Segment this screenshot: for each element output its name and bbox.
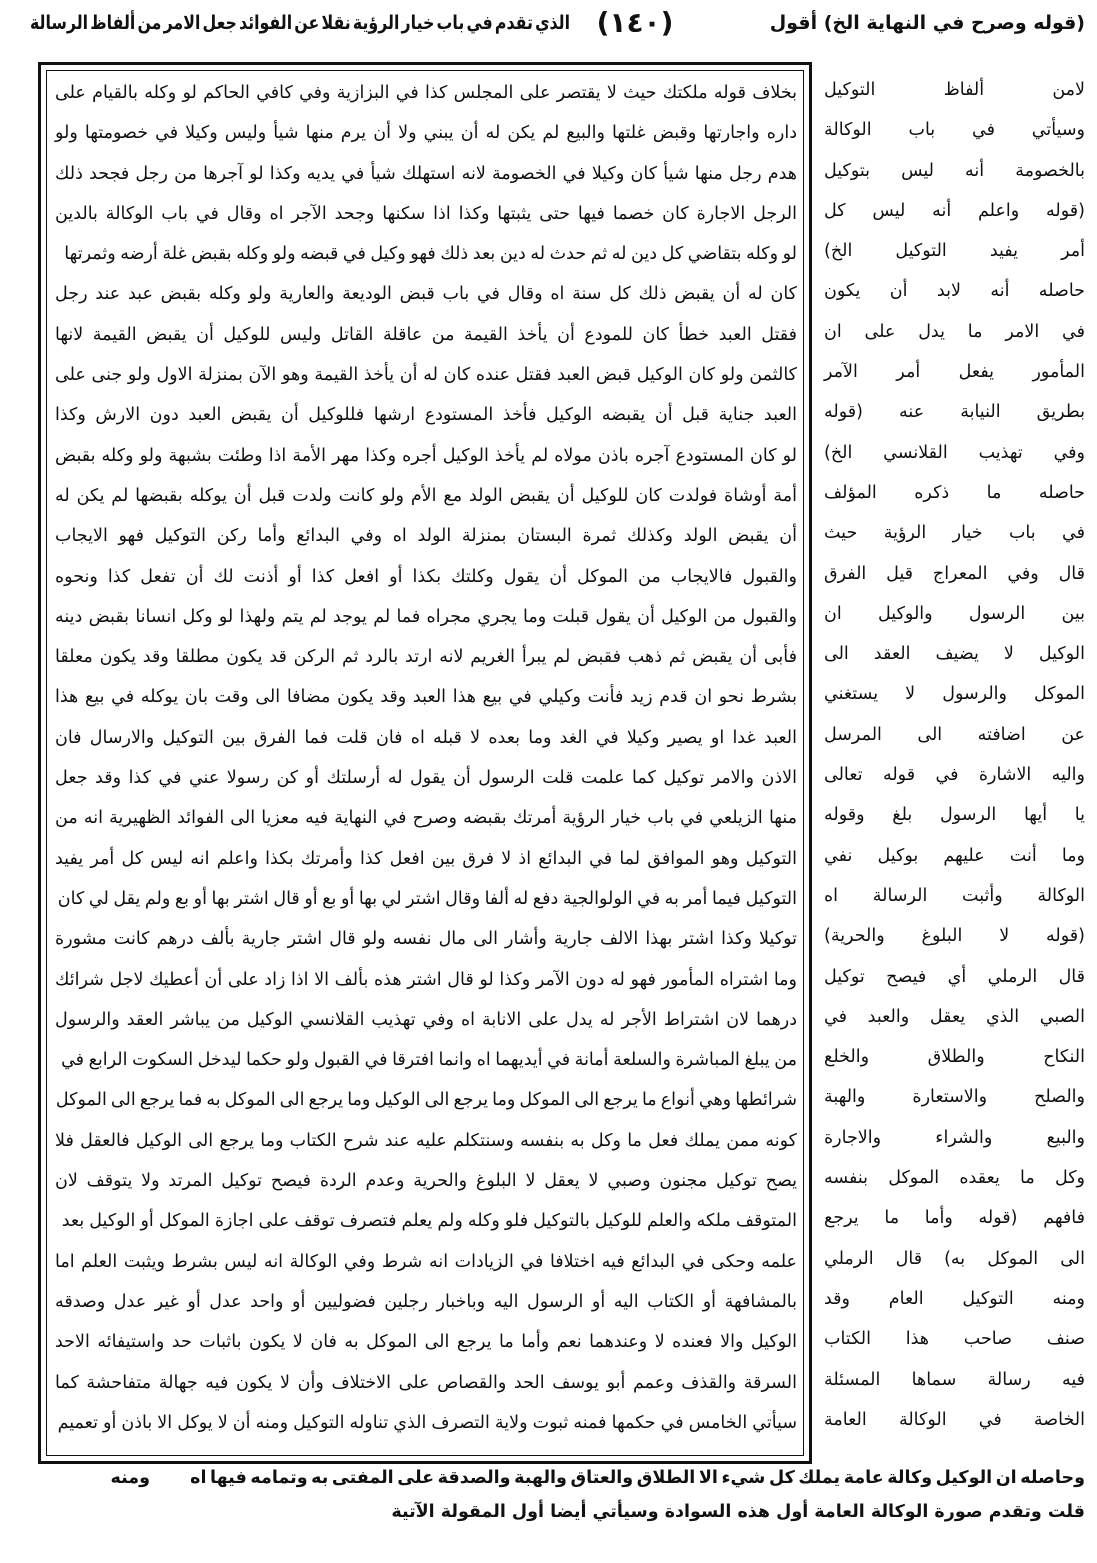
main-text-line: أن يقبض الولد وكذلك ثمرة البستان بمنزلة الولد اه وفي البدائع وأما ركن التوكيل فهو الايجاب [55,526,797,547]
margin-commentary [824,70,1085,1440]
main-text-line: فقتل العبد خطأ كان للمودع أن يأخذ القيمة من عاقلة القاتل وليس للوكيل أن يقبض القيمة لانها [55,324,797,345]
main-text-line: علمه وحكى في البدائع فيه اختلافا في الزيادات انه شرط وفي الوكالة انه ليس بشرط ويثبت العلم اما [55,1251,797,1272]
main-text-line: هدم رجل منها شيأ كان وكيلا في الخصومة لانه استهلك شيأ في يديه وكذا لو آجرها من رجل فجحد ذلك [55,163,797,184]
margin-text-line: النكاح والطلاق والخلع [824,1047,1085,1068]
main-text-frame [38,62,812,1464]
main-text-line: وما اشتراه المأمور فهو له دون الآمر وكذا لو قال اشتر هذه بألف الا اذا زاد على أن أعطيك لاجل شرائك [55,969,797,990]
main-text-line: كان له أن يقبض ذلك كل سنة اه وقال في باب قبض الوديعة والعارية ولو وكله بقبض عبد عند رجل [55,284,797,305]
margin-text-line: الخاصة في الوكالة العامة [824,1409,1085,1430]
margin-text-line: واليه الاشارة في قوله تعالى [824,765,1085,786]
main-text-line: أمة أوشاة فولدت كان للوكيل أن يقبض الولد مع الأم ولو كانت ولدت قبل أن يوكله بقبضها لم يكن له [55,485,797,506]
main-text-line: كونه ممن يملك فعل ما وكل به بنفسه وسنتكلم عليه عند شرح الكتاب وما يرجع الى الوكيل فالعقل فلا [55,1130,797,1151]
margin-text-line: بطريق النيابة عنه (قوله [824,402,1085,423]
main-text-line: داره واجارتها وقبض غلتها والبيع لم يكن له أن يبني ولا أن يرم منها شيأ وليس وكيلا في خصومتها ولو [55,123,797,144]
main-text-line: السرقة والقذف وعمم أبو يوسف الحد والقصاص على الاختلاف وأن لا يكون فيه جهالة متفاحشة كما [55,1372,797,1393]
margin-text-line: الموكل والرسول لا يستغني [824,684,1085,705]
margin-text-line: (قوله لا البلوغ والحرية) [824,926,1085,947]
main-text-line: شرائطها وهي أنواع ما يرجع الى الموكل وما يرجع الى الوكيل وما يرجع الى الموكل به فما يرجع الى الموكل [55,1090,797,1111]
margin-text-line: المأمور يفعل أمر الآمر [824,362,1085,383]
main-text-line: والقبول من الوكيل أن يقول قبلت وما يجري مجراه فما لم يوجد لم يتم ولهذا لو وكل انسانا بقبض دينه [55,606,797,627]
main-text-line: من يبلغ المباشرة والسلعة أمانة في أيديهما اه وانما افترقا في القبول ولو حكما ليدخل السكوت الرابع في [61,1050,797,1071]
footer-text-1: وحاصله ان الوكيل وكالة عامة يملك كل شيء الا الطلاق والعتاق والهبة والصدقة على المفتى به وتمامه فيها اه [190,1468,1085,1488]
main-text-line: الوكيل والا فعنده لا وعندهما نعم وأما ما يرجع الى الموكل به فان لا يكون باثبات حد واستيفائه الاحد [55,1332,797,1353]
margin-text-line: بالخصومة أنه ليس بتوكيل [824,160,1085,181]
margin-text-line: لامن ألفاظ التوكيل [824,80,1085,100]
margin-text-line: (قوله واعلم أنه ليس كل [824,200,1085,221]
margin-text-line: والصلح والاستعارة والهبة [824,1087,1085,1108]
main-text-line: منها الزيلعي في باب خيار الرؤية أمرتك بقبضه وصرح في النهاية فيه معزيا الى الفوائد الظهيرية انه من [55,808,797,829]
footer-text-2: قلت وتقدم صورة الوكالة العامة أول هذه السوادة وسيأتي أيضا أول المقولة الآتية [391,1502,1085,1522]
margin-text-line: وسيأتي في باب الوكالة [824,120,1085,141]
header-right-text: (قوله وصرح في النهاية الخ) أقول [769,12,1085,34]
margin-text-line: وفي تهذيب القلانسي الخ) [824,442,1085,463]
main-text-line: توكيلا وكذا اشتر بهذا الالف جارية وأشار الى مال نفسه ولو قال اشتر جارية بألف درهم كانت مشورة [55,929,797,950]
margin-text-line: الى الموكل به) قال الرملي [824,1248,1085,1269]
margin-text-line: وما أنت عليهم بوكيل نفي [824,845,1085,866]
main-text-line: لو كان المستودع آجره باذن مولاه لم يأخذ الوكيل أجره وكذا مهر الأمة اذا وطئت بشبهة ولو وكله بقبض [55,445,797,466]
footer-side-text: ومنه [110,1468,150,1488]
margin-text-line: في الامر ما يدل على ان [824,321,1085,342]
main-text-line: التوكيل وهو الموافق لما في البدائع اذ لا فرق بين افعل كذا وأمرتك بكذا واعلم انه ليس كل أمر يفيد [55,848,797,869]
margin-text-line: قال وفي المعراج قيل الفرق [824,563,1085,584]
main-text-line: العبد جناية قبل أن يقبضه الوكيل فأخذ المستودع ارشها فللوكيل أن يقبض العبد دون الارش وكذا [55,405,797,426]
margin-text-line: الصبي الذي يعقل والعبد في [824,1006,1085,1027]
margin-text-line: وكل ما يعقده الموكل بنفسه [824,1168,1085,1189]
main-text-line: بشرط نحو ان قدم زيد فأنت وكيلي في بيع هذا العبد وقد يكون مضافا الى وقت بان يوكله في بيع هذا [55,687,797,708]
main-text-line: بخلاف قوله ملكتك حيث لا يقتصر على المجلس كذا في البزازية وفي كافي الحاكم لو وكله بالقيام على [55,83,797,103]
main-text-line: فأبى أن يقبض ثم ذهب فقبض لم يبرأ الغريم لانه ارتد بالرد ثم الركن قد يكون مطلقا وقد يكون معلقا [55,647,797,668]
main-text-line: درهما لان اشتراط الأجر له يدل على الانابة اه وفي تهذيب القلانسي الوكيل من يباشر العقد والرسول [55,1009,797,1030]
footer-line-2 [40,1502,1085,1534]
main-text-line: التوكيل فيما أمر به في الولوالجية دفع له ألفا وقال اشتر لي بها أو بع أو قال اشتر بها أو بع ولم يقل لي كان [57,888,797,909]
page-number: (١٤٠) [596,6,674,39]
main-text-line: يصح توكيل مجنون وصبي لا يعقل لا البلوغ والحرية وعدم الردة فيصح توكيل المرتد ولا يتوقف لان [55,1171,797,1192]
main-text-body [55,73,797,1443]
margin-text-line: في باب خيار الرؤية حيث [824,523,1085,544]
main-text-line: والقبول فالايجاب من الموكل أن يقول وكلتك بكذا أو افعل كذا أو أذنت لك أن تفعل كذا ونحوه [55,566,797,587]
main-text-line: لو وكله بتقاضي كل دين له ثم حدث له دين بعد ذلك فهو وكيل في قبضه ولو وكله بقبض غلة أرضه وثمرتها [64,244,797,265]
margin-text-line: فيه رسالة سماها المسئلة [824,1369,1085,1390]
header-left-text: الذي تقدم في باب خيار الرؤية نقلا عن الفوائد جعل الامر من ألفاظ الرسالة [29,12,571,34]
margin-text-line: حاصله ما ذكره المؤلف [824,482,1085,503]
margin-text-line: فافهم (قوله وأما ما يرجع [824,1208,1085,1229]
main-text-line: كالثمن ولو كان الوكيل قبض العبد فقتل عنده كان له أن يأخذ القيمة وهو الآن بمنزلة الاول ولو جنى على [55,365,797,386]
main-text-line: المتوقف ملكه والعلم للوكيل بالتوكيل فلو وكله ولم يعلم فتصرف توقف على اجازة الموكل أو الوكيل بعد [61,1211,797,1232]
margin-text-line: ومنه التوكيل العام وقد [824,1288,1085,1309]
margin-text-line: الوكيل لا يضيف العقد الى [824,644,1085,665]
main-text-line: العبد غدا او يصير وكيلا في الغد وما بعده لا قبله اه فان قلت فما الفرق بين التوكيل والارسال فان [55,727,797,748]
margin-text-line: قال الرملي أي فيصح توكيل [824,966,1085,987]
margin-text-line: بين الرسول والوكيل ان [824,603,1085,624]
margin-text-line: حاصله أنه لابد أن يكون [824,281,1085,302]
footer-line-1 [40,1468,1085,1500]
margin-text-line: أمر يفيد التوكيل الخ) [824,241,1085,262]
page-header [30,6,1085,46]
margin-text-line: عن اضافته الى المرسل [824,724,1085,745]
margin-text-line: صنف صاحب هذا الكتاب [824,1329,1085,1350]
main-text-line: سيأتي الخامس في حكمها فمنه ثبوت ولاية التصرف الذي تناوله التوكيل ومنه أن لا يوكل الا باذن أو تعميم [57,1412,797,1433]
main-text-line: الاذن والامر توكيل كما علمت قلت الرسول أن يقول له أرسلتك أو كن رسولا عني في كذا وقد جعل [55,768,797,789]
main-text-line: بالمشافهة أو الكتاب اليه أو الرسول اليه وباخبار رجلين فضوليين أو واحد عدل أو غير عدل وصدقه [55,1291,797,1312]
margin-text-line: يا أيها الرسول بلغ وقوله [824,805,1085,826]
margin-text-line: الوكالة وأثبت الرسالة اه [824,885,1085,906]
main-text-line: الرجل الاجارة كان خصما فيها حتى يثبتها وكذا اذا سكنها وجحد الآجر اه وقال في باب الوكالة بالدين [55,203,797,224]
margin-text-line: والبيع والشراء والاجارة [824,1127,1085,1148]
